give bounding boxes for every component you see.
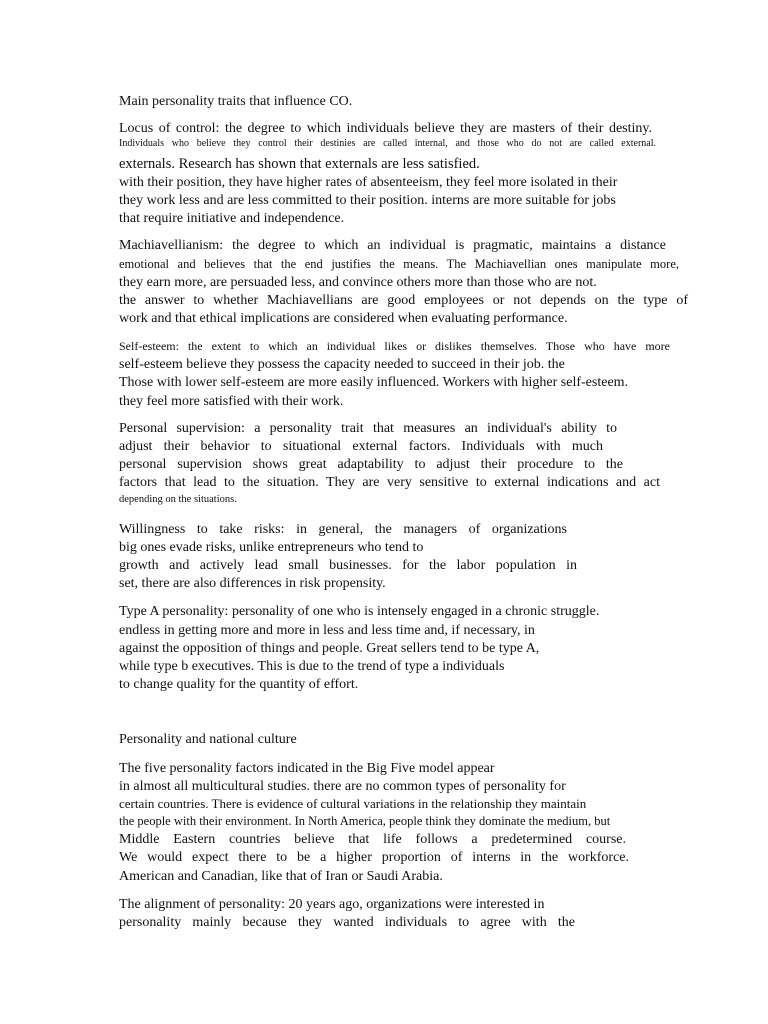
risk-line-1: Willingness to take risks: in general, the managers of organizations [119, 522, 567, 537]
culture-line-3: certain countries. There is evidence of cultural variations in the relationship they maintain [119, 796, 587, 811]
typea-line-1: Type A personality: personality of one who is intensely engaged in a chronic struggle. [119, 604, 600, 619]
culture-line-6: We would expect there to be a higher proportion of interns in the workforce. [119, 850, 629, 865]
supervision-line-2: adjust their behavior to situational external factors. Individuals with much [119, 439, 603, 454]
typea-line-5: to change quality for the quantity of effort. [119, 677, 359, 692]
culture-line-5: Middle Eastern countries believe that life follows a predetermined course. [119, 832, 626, 847]
supervision-line-1: Personal supervision: a personality trait that measures an individual's ability to [119, 421, 617, 436]
locus-line-6: that require initiative and independence. [119, 211, 345, 226]
typea-line-2: endless in getting more and more in less and less time and, if necessary, in [119, 623, 535, 638]
locus-line-1: Locus of control: the degree to which individuals believe they are masters of their destiny. [119, 121, 652, 136]
culture-line-1: The five personality factors indicated in the Big Five model appear [119, 761, 495, 776]
typea-line-3: against the opposition of things and people. Great sellers tend to be type A, [119, 641, 540, 656]
locus-line-5: they work less and are less committed to their position. interns are more suitable for jobs [119, 193, 616, 208]
mach-line-5: work and that ethical implications are considered when evaluating performance. [119, 311, 568, 326]
alignment-line-1: The alignment of personality: 20 years ago, organizations were interested in [119, 897, 545, 912]
mach-line-2: emotional and believes that the end justifies the means. The Machiavellian ones manipulate more, [119, 257, 679, 271]
risk-line-4: set, there are also differences in risk propensity. [119, 576, 386, 591]
locus-line-3: externals. Research has shown that externals are less satisfied. [119, 156, 480, 172]
esteem-line-4: they feel more satisfied with their work. [119, 394, 344, 409]
risk-line-3: growth and actively lead small businesses. for the labor population in [119, 558, 577, 573]
esteem-line-3: Those with lower self-esteem are more easily influenced. Workers with higher self-esteem. [119, 375, 629, 390]
locus-line-4: with their position, they have higher rates of absenteeism, they feel more isolated in their [119, 175, 618, 190]
mach-line-1: Machiavellianism: the degree to which an individual is pragmatic, maintains a distance [119, 238, 666, 253]
culture-line-7: American and Canadian, like that of Iran or Saudi Arabia. [119, 869, 443, 884]
risk-line-2: big ones evade risks, unlike entrepreneurs who tend to [119, 540, 424, 555]
mach-line-4: the answer to whether Machiavellians are good employees or not depends on the type of [119, 293, 688, 308]
alignment-line-2: personality mainly because they wanted individuals to agree with the [119, 915, 575, 930]
culture-heading: Personality and national culture [119, 732, 297, 747]
culture-line-4: the people with their environment. In North America, people think they dominate the medium, but [119, 814, 611, 828]
supervision-line-3: personal supervision shows great adaptability to adjust their procedure to the [119, 457, 623, 472]
esteem-line-2: self-esteem believe they possess the capacity needed to succeed in their job. the [119, 357, 565, 372]
esteem-line-1: Self-esteem: the extent to which an individual likes or dislikes themselves. Those who have more [119, 339, 670, 353]
typea-line-4: while type b executives. This is due to the trend of type a individuals [119, 659, 505, 674]
supervision-line-5: depending on the situations. [119, 494, 237, 505]
page-heading: Main personality traits that influence CO. [119, 94, 353, 109]
culture-line-2: in almost all multicultural studies. there are no common types of personality for [119, 779, 566, 794]
locus-line-2: Individuals who believe they control their destinies are called internal, and those who do not are called external. [119, 138, 656, 149]
supervision-line-4: factors that lead to the situation. They are very sensitive to external indications and act [119, 475, 660, 490]
mach-line-3: they earn more, are persuaded less, and convince others more than those who are not. [119, 275, 597, 290]
